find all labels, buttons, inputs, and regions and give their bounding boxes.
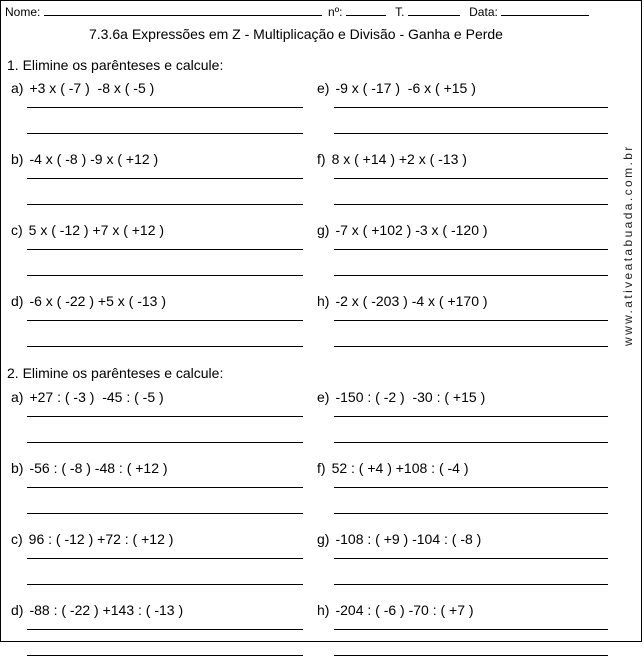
exercise-h [317, 601, 474, 619]
answer-line[interactable] [334, 320, 608, 321]
answer-line[interactable] [334, 107, 608, 108]
exercise-label: b) [11, 460, 24, 476]
answer-line[interactable] [27, 204, 303, 205]
exercise-label: c) [11, 531, 23, 547]
answer-line[interactable] [334, 275, 608, 276]
exercise-expression: -7 x ( +102 ) -3 x ( -120 ) [335, 222, 488, 238]
date-label: Data: [469, 5, 498, 19]
exercise-label: h) [317, 293, 330, 309]
answer-line[interactable] [334, 178, 608, 179]
answer-line[interactable] [27, 133, 303, 134]
answer-line[interactable] [334, 487, 608, 488]
exercise-label: e) [317, 80, 330, 96]
exercise-expression: -6 x ( -22 ) +5 x ( -13 ) [29, 293, 166, 309]
answer-line[interactable] [27, 320, 303, 321]
exercise-expression: -204 : ( -6 ) -70 : ( +7 ) [335, 602, 474, 618]
section-2-heading: 2. Elimine os parênteses e calcule: [7, 365, 224, 381]
exercise-expression: +3 x ( -7 ) -8 x ( -5 ) [29, 80, 155, 96]
answer-line[interactable] [334, 346, 608, 347]
answer-line[interactable] [334, 442, 608, 443]
exercise-expression: -4 x ( -8 ) -9 x ( +12 ) [29, 151, 159, 167]
answer-line[interactable] [27, 275, 303, 276]
exercise-label: g) [317, 222, 330, 238]
answer-line[interactable] [27, 178, 303, 179]
exercise-b [11, 150, 158, 168]
exercise-expression: -150 : ( -2 ) -30 : ( +15 ) [335, 389, 486, 405]
exercise-f [317, 150, 467, 168]
class-blank[interactable] [408, 4, 460, 16]
exercise-expression: +27 : ( -3 ) -45 : ( -5 ) [29, 389, 164, 405]
exercise-expression: 8 x ( +14 ) +2 x ( -13 ) [331, 151, 467, 167]
exercise-label: f) [317, 151, 326, 167]
exercise-label: d) [11, 602, 24, 618]
exercise-a [11, 388, 164, 406]
exercise-expression: -88 : ( -22 ) +143 : ( -13 ) [29, 602, 184, 618]
exercise-c [11, 221, 164, 239]
answer-line[interactable] [27, 442, 303, 443]
answer-line[interactable] [334, 629, 608, 630]
exercise-a [11, 79, 154, 97]
answer-line[interactable] [334, 558, 608, 559]
watermark-text: www.ativeatabuada.com.br [621, 144, 635, 346]
exercise-g [317, 221, 488, 239]
exercise-label: f) [317, 460, 326, 476]
answer-line[interactable] [27, 249, 303, 250]
exercise-label: b) [11, 151, 24, 167]
answer-line[interactable] [334, 204, 608, 205]
exercise-expression: 5 x ( -12 ) +7 x ( +12 ) [28, 222, 165, 238]
answer-line[interactable] [27, 346, 303, 347]
exercise-b [11, 459, 168, 477]
exercise-f [317, 459, 469, 477]
answer-line[interactable] [27, 107, 303, 108]
answer-line[interactable] [27, 416, 303, 417]
exercise-label: d) [11, 293, 24, 309]
exercise-label: e) [317, 389, 330, 405]
exercise-e [317, 79, 476, 97]
exercise-expression: -108 : ( +9 ) -104 : ( -8 ) [335, 531, 482, 547]
answer-line[interactable] [334, 584, 608, 585]
exercise-label: c) [11, 222, 23, 238]
worksheet-title: 7.3.6a Expressões em Z - Multiplicação e Divisão - Ganha e Perde [89, 26, 503, 42]
section-1-heading: 1. Elimine os parênteses e calcule: [7, 57, 224, 73]
answer-line[interactable] [27, 629, 303, 630]
name-blank[interactable] [44, 4, 322, 16]
answer-line[interactable] [334, 513, 608, 514]
exercise-label: a) [11, 389, 24, 405]
answer-line[interactable] [27, 584, 303, 585]
number-blank[interactable] [346, 4, 386, 16]
exercise-label: a) [11, 80, 24, 96]
answer-line[interactable] [27, 487, 303, 488]
exercise-expression: -2 x ( -203 ) -4 x ( +170 ) [335, 293, 488, 309]
exercise-expression: -56 : ( -8 ) -48 : ( +12 ) [29, 460, 168, 476]
exercise-d [11, 292, 166, 310]
answer-line[interactable] [27, 558, 303, 559]
exercise-expression: 96 : ( -12 ) +72 : ( +12 ) [28, 531, 174, 547]
name-label: Nome: [5, 5, 41, 19]
answer-line[interactable] [27, 513, 303, 514]
student-header [5, 4, 637, 20]
exercise-g [317, 530, 481, 548]
exercise-label: h) [317, 602, 330, 618]
class-label: T. [395, 5, 405, 19]
exercise-e [317, 388, 485, 406]
number-label: nº: [328, 5, 343, 19]
exercise-c [11, 530, 173, 548]
date-blank[interactable] [501, 4, 589, 16]
exercise-h [317, 292, 488, 310]
answer-line[interactable] [334, 133, 608, 134]
exercise-expression: -9 x ( -17 ) -6 x ( +15 ) [335, 80, 476, 96]
answer-line[interactable] [334, 249, 608, 250]
exercise-label: g) [317, 531, 330, 547]
exercise-d [11, 601, 183, 619]
exercise-expression: 52 : ( +4 ) +108 : ( -4 ) [331, 460, 469, 476]
answer-line[interactable] [334, 416, 608, 417]
